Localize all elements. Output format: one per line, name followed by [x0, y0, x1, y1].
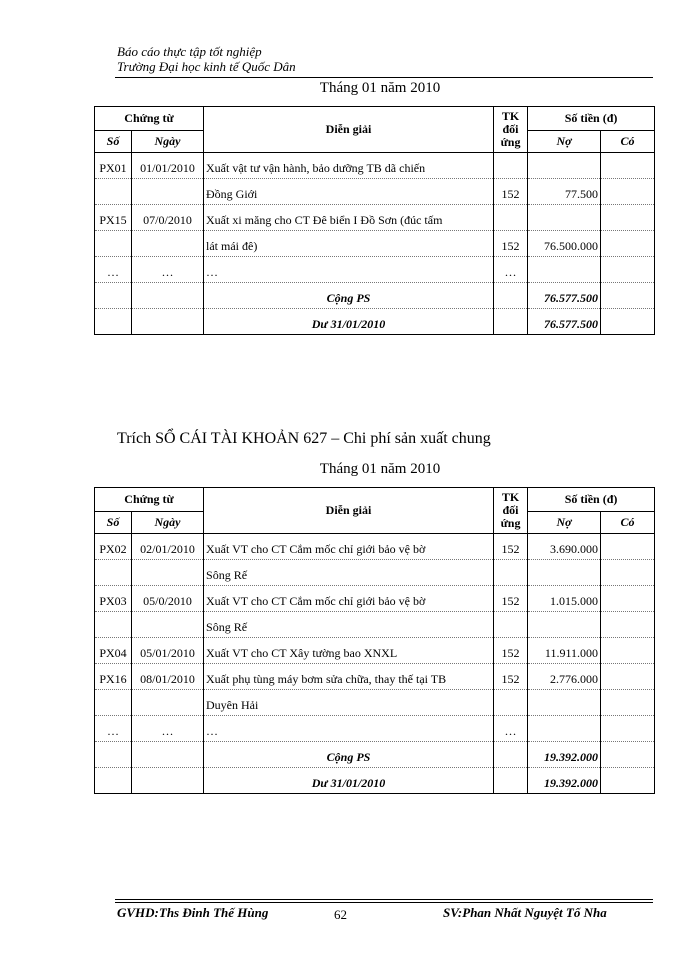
cell-date: 02/01/2010 — [132, 534, 204, 560]
table-row — [95, 690, 655, 716]
cell-number: … — [95, 716, 132, 742]
cell-debit: 2.776.000 — [528, 664, 601, 690]
amount-header: Số tiền (đ) — [528, 488, 655, 512]
cell-date — [132, 231, 204, 257]
empty-cell — [132, 742, 204, 768]
table-row — [95, 638, 655, 664]
empty-cell — [132, 283, 204, 309]
number-header: Số — [95, 131, 132, 153]
cell-account: 152 — [494, 231, 528, 257]
cell-number: PX02 — [95, 534, 132, 560]
cell-number: PX01 — [95, 153, 132, 179]
empty-cell — [494, 742, 528, 768]
empty-cell — [601, 309, 655, 335]
cell-date: 05/01/2010 — [132, 638, 204, 664]
table-row — [95, 664, 655, 690]
amount-header: Số tiền (đ) — [528, 107, 655, 131]
cell-description: Duyên Hải — [204, 690, 494, 716]
empty-cell — [494, 309, 528, 335]
cell-account: … — [494, 716, 528, 742]
ledger-table-1 — [94, 106, 655, 335]
cell-debit: 3.690.000 — [528, 534, 601, 560]
empty-cell — [601, 283, 655, 309]
voucher-header: Chứng từ — [95, 488, 204, 512]
cell-credit — [601, 534, 655, 560]
footer-divider-top — [115, 899, 653, 900]
cell-debit — [528, 716, 601, 742]
account-header-line2: đối — [502, 503, 519, 517]
cell-description: Xuất VT cho CT Xây tường bao XNXL — [204, 638, 494, 664]
cell-date: 07/0/2010 — [132, 205, 204, 231]
cell-credit — [601, 638, 655, 664]
cell-number — [95, 690, 132, 716]
cell-credit — [601, 716, 655, 742]
cell-number — [95, 612, 132, 638]
total-label: Cộng PS — [204, 283, 494, 309]
credit-header: Có — [601, 131, 655, 153]
cell-date — [132, 560, 204, 586]
cell-description: … — [204, 257, 494, 283]
cell-credit — [601, 179, 655, 205]
cell-account — [494, 560, 528, 586]
cell-debit — [528, 690, 601, 716]
total-row — [95, 742, 655, 768]
credit-header: Có — [601, 512, 655, 534]
total-debit: 19.392.000 — [528, 742, 601, 768]
cell-description: Xuất VT cho CT Cắm mốc chỉ giới bảo vệ bờ — [204, 586, 494, 612]
cell-description: Xuất phụ tùng máy bơm sửa chữa, thay thế tại TB — [204, 664, 494, 690]
cell-debit: 77.500 — [528, 179, 601, 205]
footer-student: SV:Phan Nhất Nguyệt Tố Nha — [443, 905, 607, 920]
cell-description: Đồng Giới — [204, 179, 494, 205]
cell-debit: 76.500.000 — [528, 231, 601, 257]
cell-account: 152 — [494, 586, 528, 612]
account-header-line1: TK — [501, 109, 520, 123]
balance-row — [95, 309, 655, 335]
cell-credit — [601, 153, 655, 179]
description-header: Diễn giải — [204, 488, 494, 534]
cell-description: Sông Rế — [204, 560, 494, 586]
number-header: Số — [95, 512, 132, 534]
cell-date — [132, 179, 204, 205]
table-row — [95, 612, 655, 638]
account-header-line3: ứng — [500, 516, 521, 530]
balance-label: Dư 31/01/2010 — [204, 309, 494, 335]
cell-account: 152 — [494, 664, 528, 690]
cell-debit — [528, 560, 601, 586]
cell-number: PX15 — [95, 205, 132, 231]
cell-account — [494, 690, 528, 716]
cell-date — [132, 690, 204, 716]
cell-account: 152 — [494, 534, 528, 560]
cell-credit — [601, 612, 655, 638]
cell-description: Xuất vật tư vận hành, bảo dưỡng TB dã chiến — [204, 153, 494, 179]
empty-cell — [132, 309, 204, 335]
cell-date: 08/01/2010 — [132, 664, 204, 690]
cell-credit — [601, 205, 655, 231]
account-header-line3: ứng — [500, 135, 521, 149]
cell-account — [494, 612, 528, 638]
description-header: Diễn giải — [204, 107, 494, 153]
cell-date: … — [132, 257, 204, 283]
empty-cell — [601, 742, 655, 768]
cell-number: PX16 — [95, 664, 132, 690]
cell-description: Xuất VT cho CT Cắm mốc chỉ giới bảo vệ bờ — [204, 534, 494, 560]
cell-credit — [601, 586, 655, 612]
empty-cell — [95, 742, 132, 768]
footer-divider-bottom — [115, 902, 653, 903]
cell-description: lát mái đê) — [204, 231, 494, 257]
voucher-header: Chứng từ — [95, 107, 204, 131]
balance-row — [95, 768, 655, 794]
table-row — [95, 586, 655, 612]
date-header: Ngày — [132, 512, 204, 534]
table-row — [95, 716, 655, 742]
cell-credit — [601, 231, 655, 257]
total-label: Cộng PS — [204, 742, 494, 768]
total-row — [95, 283, 655, 309]
cell-number: … — [95, 257, 132, 283]
empty-cell — [494, 768, 528, 794]
empty-cell — [95, 283, 132, 309]
cell-credit — [601, 257, 655, 283]
table-row — [95, 153, 655, 179]
cell-debit: 11.911.000 — [528, 638, 601, 664]
table2-month-title: Tháng 01 năm 2010 — [319, 461, 441, 477]
empty-cell — [132, 768, 204, 794]
table-row — [95, 231, 655, 257]
cell-account — [494, 205, 528, 231]
empty-cell — [494, 283, 528, 309]
table-row — [95, 179, 655, 205]
balance-debit: 19.392.000 — [528, 768, 601, 794]
cell-credit — [601, 690, 655, 716]
cell-number: PX04 — [95, 638, 132, 664]
debit-header: Nợ — [528, 512, 601, 534]
cell-date: 01/01/2010 — [132, 153, 204, 179]
account-header-line1: TK — [501, 490, 520, 504]
cell-debit: 1.015.000 — [528, 586, 601, 612]
cell-date — [132, 612, 204, 638]
cell-number: PX03 — [95, 586, 132, 612]
cell-description: Xuất xi măng cho CT Đê biển I Đồ Sơn (đúc tấm — [204, 205, 494, 231]
footer-supervisor: GVHD:Ths Đinh Thế Hùng — [117, 905, 269, 920]
table-row — [95, 534, 655, 560]
cell-account: 152 — [494, 179, 528, 205]
account-header — [494, 107, 528, 153]
cell-credit — [601, 560, 655, 586]
table-row — [95, 257, 655, 283]
account-header-line2: đối — [502, 122, 519, 136]
cell-debit — [528, 257, 601, 283]
total-debit: 76.577.500 — [528, 283, 601, 309]
debit-header: Nợ — [528, 131, 601, 153]
cell-account: 152 — [494, 638, 528, 664]
page-number: 62 — [334, 907, 347, 922]
header-university: Trường Đại học kinh tế Quốc Dân — [117, 59, 296, 74]
table-row — [95, 205, 655, 231]
header-report-title: Báo cáo thực tập tốt nghiệp — [117, 44, 262, 59]
section-title: Trích SỔ CÁI TÀI KHOẢN 627 – Chi phí sản xuất chung — [117, 430, 491, 447]
cell-account — [494, 153, 528, 179]
cell-credit — [601, 664, 655, 690]
cell-date: 05/0/2010 — [132, 586, 204, 612]
table-row — [95, 560, 655, 586]
table1-month-title: Tháng 01 năm 2010 — [319, 80, 441, 96]
cell-debit — [528, 205, 601, 231]
cell-debit — [528, 153, 601, 179]
cell-number — [95, 179, 132, 205]
cell-description: Sông Rế — [204, 612, 494, 638]
balance-label: Dư 31/01/2010 — [204, 768, 494, 794]
cell-number — [95, 231, 132, 257]
cell-debit — [528, 612, 601, 638]
empty-cell — [601, 768, 655, 794]
header-divider — [115, 77, 653, 78]
cell-account: … — [494, 257, 528, 283]
empty-cell — [95, 768, 132, 794]
cell-number — [95, 560, 132, 586]
balance-debit: 76.577.500 — [528, 309, 601, 335]
empty-cell — [95, 309, 132, 335]
cell-date: … — [132, 716, 204, 742]
account-header — [494, 488, 528, 534]
cell-description: … — [204, 716, 494, 742]
ledger-table-2 — [94, 487, 655, 794]
date-header: Ngày — [132, 131, 204, 153]
